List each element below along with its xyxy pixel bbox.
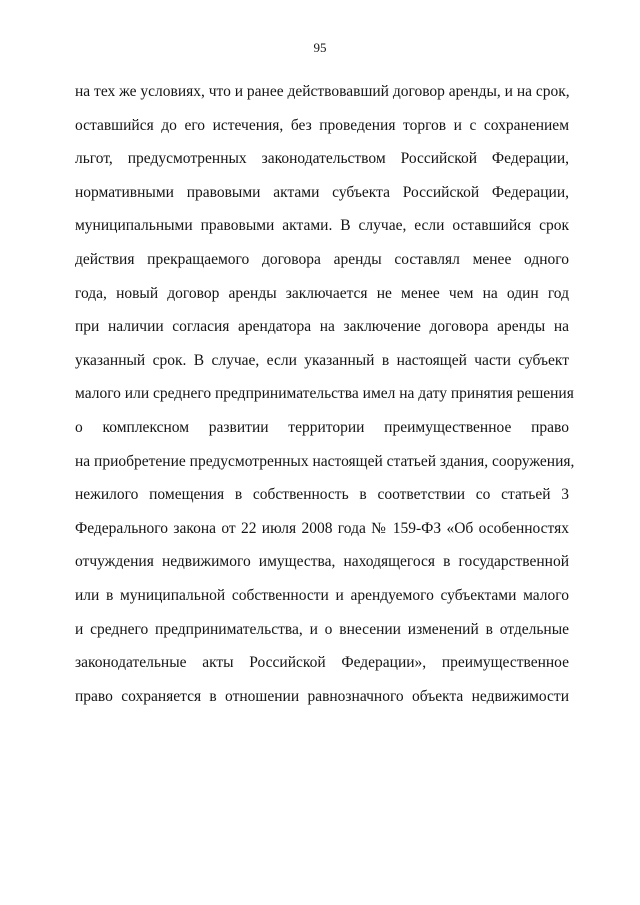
text-line: отчуждения недвижимого имущества, находящегося в государственной (75, 553, 569, 571)
text-line: право сохраняется в отношении равнозначного объекта недвижимости (75, 687, 569, 705)
text-line: нормативными правовыми актами субъекта Российской Федерации, (75, 183, 569, 201)
text-line: и среднего предпринимательства, и о внесении изменений в отдельные (75, 620, 569, 638)
text-line: на приобретение предусмотренных настоящей статьей здания, сооружения, (75, 452, 575, 470)
text-line: нежилого помещения в собственность в соответствии со статьей 3 (75, 486, 569, 504)
text-line: оставшийся до его истечения, без проведения торгов и с сохранением (75, 116, 569, 134)
text-line: при наличии согласия арендатора на заключение договора аренды на (75, 318, 569, 336)
text-line: Федерального закона от 22 июля 2008 года № 159-ФЗ «Об особенностях (75, 519, 569, 537)
text-line: на тех же условиях, что и ранее действовавший договор аренды, и на срок, (75, 83, 570, 100)
text-line: муниципальными правовыми актами. В случае, если оставшийся срок (75, 217, 569, 235)
text-line: года, новый договор аренды заключается не менее чем на один год (75, 284, 569, 302)
page-number: 95 (313, 40, 327, 55)
text-line: указанный срок. В случае, если указанный в настоящей части субъект (75, 351, 569, 369)
body-text (75, 82, 575, 720)
text-line: малого или среднего предпринимательства имел на дату принятия решения (75, 385, 574, 403)
text-line: льгот, предусмотренных законодательством Российской Федерации, (75, 150, 569, 168)
text-line: действия прекращаемого договора аренды составлял менее одного (75, 250, 569, 268)
text-line: о комплексном развитии территории преимущественное право (75, 418, 569, 436)
text-line: или в муниципальной собственности и арендуемого субъектами малого (75, 586, 569, 604)
text-line: законодательные акты Российской Федерации», преимущественное (75, 654, 569, 672)
